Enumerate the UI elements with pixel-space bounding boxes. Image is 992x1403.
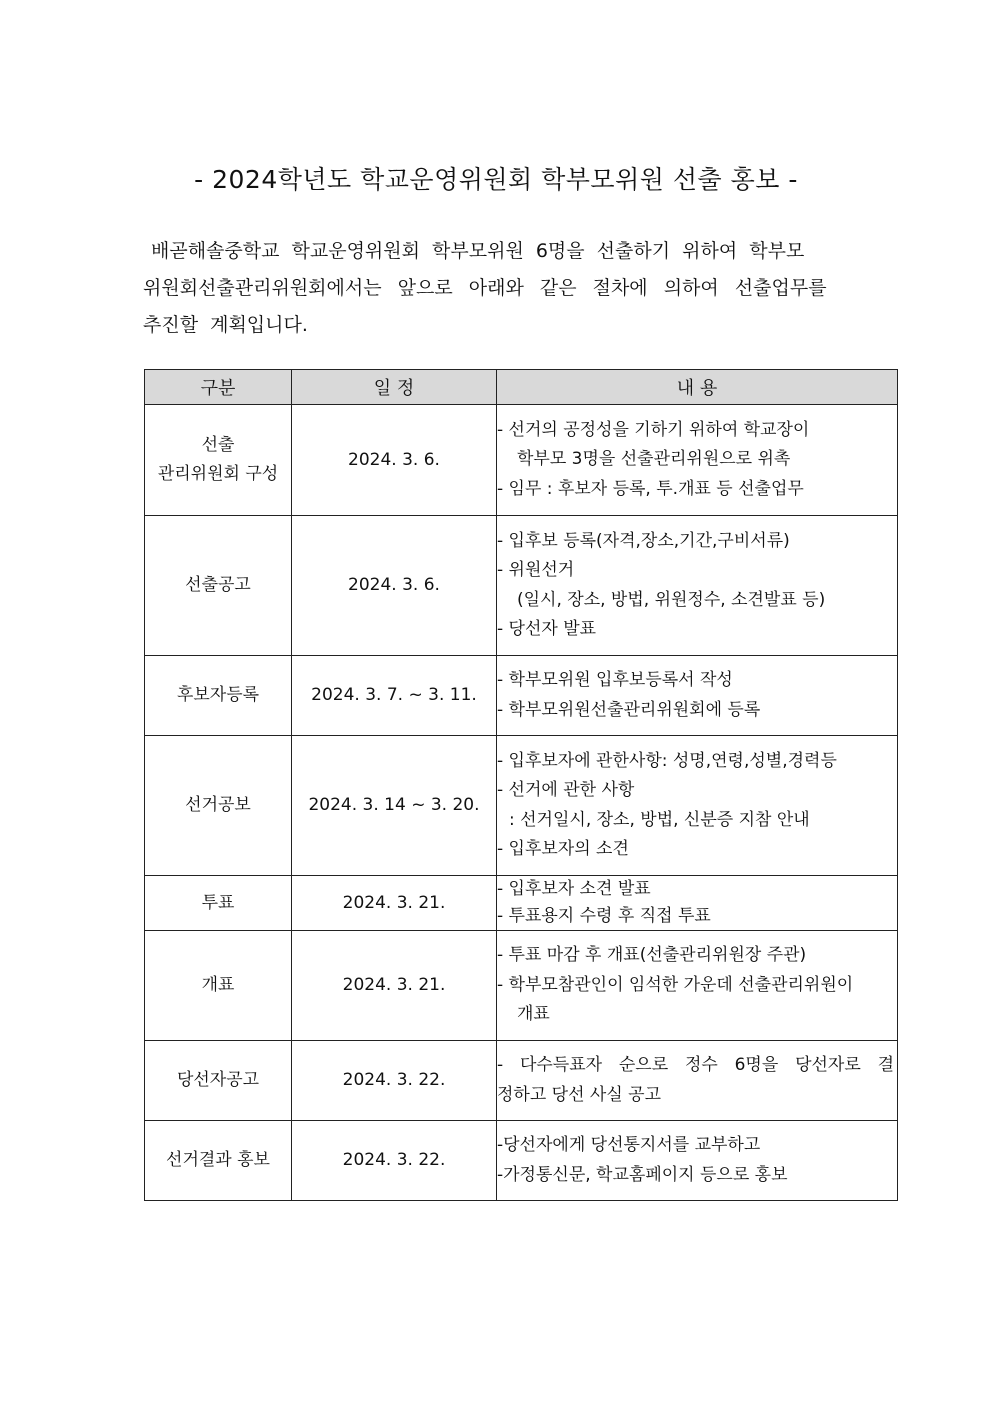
row-date: 2024. 3. 22. (292, 1121, 497, 1201)
intro-line: 배곧해솔중학교 학교운영위원회 학부모위원 6명을 선출하기 위하여 학부모 (151, 240, 805, 262)
header-schedule: 일 정 (292, 370, 497, 405)
category-text: 선출 (201, 435, 235, 455)
content-line: 개표 (517, 1004, 550, 1025)
table-row (145, 1041, 898, 1121)
intro-line: 추진할 계획입니다. (143, 314, 308, 336)
row-category (145, 405, 292, 516)
table-row (145, 736, 898, 876)
header-content: 내 용 (497, 370, 898, 405)
row-date: 2024. 3. 7. ~ 3. 11. (292, 656, 497, 736)
row-content (497, 405, 898, 516)
content-line: : 선거일시, 장소, 방법, 신분증 지참 안내 (509, 809, 810, 830)
table-row (145, 876, 898, 931)
row-category (145, 1041, 292, 1121)
page-title: - 2024학년도 학교운영위원회 학부모위원 선출 홍보 - (194, 165, 798, 194)
row-category (145, 931, 292, 1041)
intro-paragraph (143, 233, 863, 344)
row-content (497, 736, 898, 876)
schedule-table (144, 369, 898, 1201)
table-row (145, 1121, 898, 1201)
intro-line: 위원회선출관리위원회에서는 앞으로 아래와 같은 절차에 의하여 선출업무를 (143, 277, 827, 299)
row-date: 2024. 3. 22. (292, 1041, 497, 1121)
content-line: - 투표용지 수령 후 직접 투표 (497, 906, 711, 926)
content-line: 학부모 3명을 선출관리위원으로 위촉 (517, 449, 791, 470)
content-line: - 당선자 발표 (497, 619, 597, 639)
row-category (145, 736, 292, 876)
content-line: - 투표 마감 후 개표(선출관리위원장 주관) (497, 945, 807, 966)
category-text: 개표 (201, 975, 235, 995)
content-line: - 임무 : 후보자 등록, 투.개표 등 선출업무 (497, 478, 804, 499)
category-text: 선거결과 홍보 (166, 1150, 270, 1170)
content-line: - 선거의 공정성을 기하기 위하여 학교장이 (497, 419, 810, 440)
content-line: -가정통신문, 학교홈페이지 등으로 홍보 (497, 1164, 788, 1185)
row-content (497, 1121, 898, 1201)
category-text: 당선자공고 (176, 1070, 260, 1090)
row-date: 2024. 3. 6. (292, 405, 497, 516)
content-line: - 입후보 등록(자격,장소,기간,구비서류) (497, 530, 790, 551)
content-line: - 입후보자 소견 발표 (497, 879, 651, 899)
row-category (145, 876, 292, 931)
category-text: 후보자등록 (176, 685, 260, 705)
row-content (497, 656, 898, 736)
table-row (145, 405, 898, 516)
table-header-row (145, 370, 898, 405)
content-line: - 입후보자의 소견 (497, 839, 629, 859)
category-text: 투표 (201, 892, 235, 913)
row-date: 2024. 3. 21. (292, 931, 497, 1041)
row-date: 2024. 3. 14 ~ 3. 20. (292, 736, 497, 876)
row-content (497, 931, 898, 1041)
row-content (497, 516, 898, 656)
content-line: - 학부모참관인이 임석한 가운데 선출관리위원이 (497, 974, 854, 995)
content-line: (일시, 장소, 방법, 위원정수, 소견발표 등) (517, 589, 826, 610)
table-row (145, 516, 898, 656)
content-line: - 위원선거 (497, 560, 575, 580)
category-text: 선거공보 (185, 795, 251, 815)
content-line: - 선거에 관한 사항 (497, 780, 635, 800)
content-line: 정하고 당선 사실 공고 (497, 1084, 662, 1105)
row-date: 2024. 3. 6. (292, 516, 497, 656)
row-content (497, 1041, 898, 1121)
row-date: 2024. 3. 21. (292, 876, 497, 931)
table-row (145, 931, 898, 1041)
row-content (497, 876, 898, 931)
content-line: - 학부모위원 입후보등록서 작성 (497, 670, 733, 690)
header-category: 구분 (145, 370, 292, 405)
row-category (145, 656, 292, 736)
table-row (145, 656, 898, 736)
category-text: 관리위원회 구성 (157, 464, 279, 484)
content-line: - 다수득표자 순으로 정수 6명을 당선자로 결 (497, 1055, 894, 1075)
category-text: 선출공고 (185, 575, 251, 595)
content-line: - 입후보자에 관한사항: 성명,연령,성별,경력등 (497, 750, 837, 771)
content-line: -당선자에게 당선통지서를 교부하고 (497, 1135, 761, 1155)
row-category (145, 516, 292, 656)
row-category (145, 1121, 292, 1201)
content-line: - 학부모위원선출관리위원회에 등록 (497, 699, 761, 720)
